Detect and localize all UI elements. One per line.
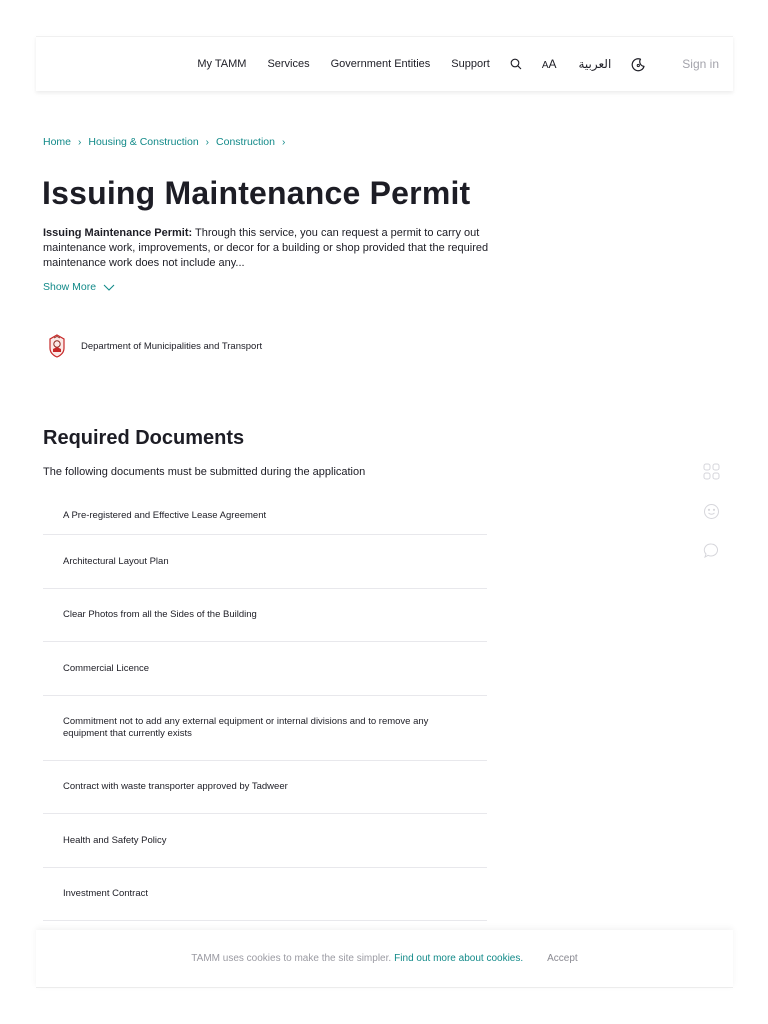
breadcrumb-separator: › bbox=[78, 136, 82, 148]
list-item bbox=[43, 814, 487, 868]
page-title: Issuing Maintenance Permit bbox=[42, 175, 471, 211]
document-name: Health and Safety Policy bbox=[63, 834, 167, 846]
breadcrumb-separator: › bbox=[205, 136, 210, 148]
list-item bbox=[43, 868, 487, 921]
smiley-icon[interactable] bbox=[703, 503, 720, 525]
list-item bbox=[43, 761, 487, 814]
language-switch[interactable]: العربية bbox=[578, 57, 612, 71]
entity-name: Department of Municipalities and Transport bbox=[81, 340, 263, 352]
document-name: Architectural Layout Plan bbox=[63, 555, 169, 567]
service-description bbox=[43, 226, 493, 271]
cookie-accept-button[interactable]: Accept bbox=[547, 953, 578, 964]
document-name: Contract with waste transporter approved by Tadweer bbox=[63, 781, 288, 792]
required-documents-title: Required Documents bbox=[43, 427, 245, 449]
show-more-button[interactable] bbox=[43, 281, 115, 293]
sign-in-link[interactable]: Sign in bbox=[682, 57, 719, 71]
abu-dhabi-emblem-icon bbox=[47, 334, 67, 358]
cookie-text: TAMM uses cookies to make the site simpler. bbox=[191, 953, 392, 964]
nav-services[interactable]: Services bbox=[267, 58, 310, 70]
entity-link[interactable] bbox=[47, 334, 262, 358]
breadcrumb-separator: › bbox=[281, 136, 286, 148]
list-item bbox=[43, 642, 487, 696]
description-lead: Issuing Maintenance Permit: bbox=[43, 227, 193, 239]
document-name: A Pre-registered and Effective Lease Agreement bbox=[63, 509, 267, 521]
font-size-small-label: A bbox=[541, 60, 549, 71]
document-name: Commitment not to add any external equipment or internal divisions and to remove any equipment that currently exists bbox=[63, 716, 429, 739]
breadcrumb-home[interactable]: Home bbox=[43, 136, 72, 148]
chevron-down-icon bbox=[103, 284, 115, 291]
top-nav-bar bbox=[36, 36, 733, 91]
breadcrumb-housing-construction[interactable]: Housing & Construction bbox=[88, 136, 199, 148]
grid-icon[interactable] bbox=[703, 463, 720, 485]
nav-government-entities[interactable]: Government Entities bbox=[330, 58, 431, 70]
document-name: Commercial Licence bbox=[63, 662, 150, 674]
font-size-toggle[interactable] bbox=[542, 57, 557, 71]
document-name: Clear Photos from all the Sides of the Building bbox=[63, 609, 257, 620]
nav-my-tamm[interactable]: My TAMM bbox=[197, 58, 247, 70]
required-documents-list bbox=[43, 497, 487, 921]
cookie-banner bbox=[36, 930, 733, 988]
required-documents-subtitle: The following documents must be submitted during the application bbox=[43, 466, 366, 478]
list-item bbox=[43, 696, 487, 761]
list-item bbox=[43, 535, 487, 589]
list-item bbox=[43, 589, 487, 642]
document-name: Investment Contract bbox=[63, 888, 149, 899]
font-size-big-label: A bbox=[548, 57, 557, 71]
description-body: Through this service, you can request a permit to carry out maintenance work, improvements, or decor for a building or shop provided that the required maintenance work does not include any... bbox=[43, 227, 489, 269]
breadcrumb bbox=[43, 136, 292, 148]
dark-mode-icon[interactable] bbox=[631, 57, 646, 72]
show-more-label: Show More bbox=[43, 281, 97, 293]
list-item bbox=[43, 497, 487, 535]
search-icon[interactable] bbox=[510, 58, 522, 70]
breadcrumb-construction[interactable]: Construction bbox=[216, 136, 275, 148]
chat-icon[interactable] bbox=[703, 542, 720, 564]
cookie-info-link[interactable]: Find out more about cookies. bbox=[394, 953, 524, 964]
nav-support[interactable]: Support bbox=[451, 58, 490, 70]
